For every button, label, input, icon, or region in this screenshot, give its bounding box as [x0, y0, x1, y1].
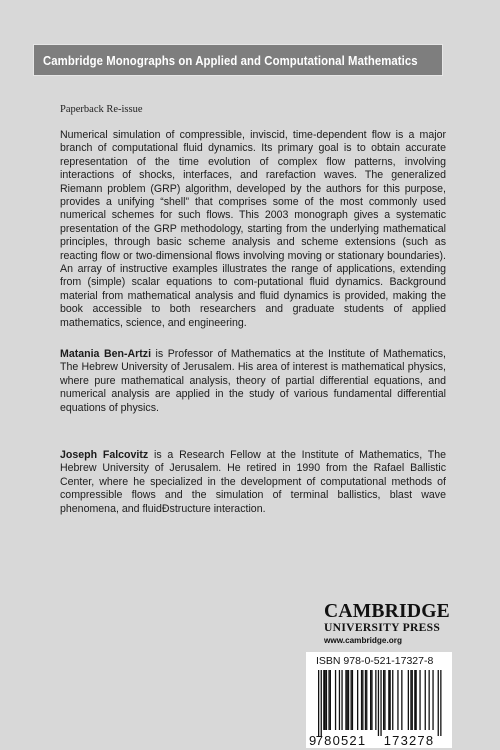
barcode-bar: [429, 670, 430, 730]
barcode-bar: [318, 670, 319, 736]
barcode-bar: [351, 670, 352, 730]
barcode-bar: [388, 670, 389, 730]
barcode-bar: [357, 670, 358, 730]
barcode-bar: [323, 670, 324, 730]
barcode-bar: [339, 670, 340, 730]
barcode-bar: [330, 670, 331, 730]
author-bio-1: [60, 348, 446, 415]
author-bio-text: is Professor of Mathematics at the Institute of Mathematics, The Hebrew University of Jerusalem. His area of interest is mathematical physics, where pure mathematical analysis, theory of partial differential equations, and numerical analysis are applied in the study of various fundamental differential equations of physics.: [60, 348, 446, 414]
barcode-bar: [401, 670, 402, 730]
publisher-logo: [324, 601, 454, 646]
barcode-bar: [325, 670, 326, 730]
isbn-label: ISBN 978-0-521-17327-8: [316, 655, 434, 667]
barcode-bar: [341, 670, 342, 730]
barcode-bar: [397, 670, 398, 730]
barcode-bar: [432, 670, 433, 730]
edition-note: Paperback Re-issue: [60, 104, 143, 115]
barcode-bar: [408, 670, 409, 730]
barcode-bar: [321, 670, 322, 736]
series-banner: [33, 44, 443, 76]
barcode-bar: [365, 670, 366, 730]
barcode-bar: [370, 670, 371, 730]
barcode-bar: [362, 670, 363, 730]
barcode-bar: [335, 670, 336, 730]
publisher-name: CAMBRIDGE: [324, 600, 450, 622]
barcode-bar: [414, 670, 415, 730]
barcode-bar: [328, 670, 329, 730]
barcode-bar: [384, 670, 385, 730]
publisher-website: www.cambridge.org: [324, 636, 402, 645]
barcode-bar: [419, 670, 420, 730]
author-bio-2: [60, 449, 446, 516]
barcode-bars: [318, 670, 442, 736]
book-description: Numerical simulation of compressible, inviscid, time-dependent flow is a major branch of computational fluid dynamics. Its primary goal is to obtain accurate representation of the time evolution of complex flow patterns, involving interactions of shocks, interfaces, and rarefaction waves. The generalized Riemann problem (GRP) algorithm, developed by the authors for this purpose, provides a unifying “shell” that comprises some of the most commonly used numerical schemes for such flows. This 2003 monograph gives a systematic presentation of the GRP methodology, starting from the underlying mathematical principles, through basic scheme analysis and scheme extensions (such as reacting flow or two-dimensional flows involving moving or stationary boundaries). An array of instructive examples illustrates the range of applications, extending from (simple) scalar equations to com-putational fluid dynamics. Background material from mathematical analysis and fluid dynamics is provided, making the book accessible to both researchers and graduate students of applied mathematics, science, and engineering.: [60, 129, 446, 329]
barcode-box: [306, 652, 452, 748]
barcode-bar: [361, 670, 362, 730]
barcode-bar: [392, 670, 393, 730]
barcode-bar: [410, 670, 411, 730]
barcode-bar: [425, 670, 426, 730]
publisher-press: UNIVERSITY PRESS: [324, 621, 441, 634]
barcode-bar: [383, 670, 384, 730]
barcode-bar: [347, 670, 348, 730]
barcode-right-digits: 173278: [383, 733, 435, 748]
barcode-bar: [375, 670, 376, 730]
barcode: [306, 652, 452, 748]
barcode-bar: [412, 670, 413, 730]
series-title: Cambridge Monographs on Applied and Computational Mathematics: [43, 52, 418, 68]
barcode-bar: [380, 670, 381, 736]
barcode-bar: [390, 670, 391, 730]
barcode-bar: [345, 670, 346, 730]
author-name: Joseph Falcovitz: [60, 449, 149, 461]
author-bio-text: is a Research Fellow at the Institute of Mathematics, The Hebrew University of Jerusalem. He retired in 1990 from the Rafael Ballistic Center, where he specialized in the development of computational methods of compressible flows and the simulation of terminal ballistics, blast wave phenomena, and fluidĐstructure interaction.: [60, 449, 446, 515]
barcode-bar: [352, 670, 353, 730]
barcode-bar: [378, 670, 379, 736]
barcode-bar: [438, 670, 439, 736]
barcode-bar: [326, 670, 327, 730]
barcode-lead-digit: 9: [309, 733, 317, 748]
barcode-bar: [366, 670, 367, 730]
author-name: Matania Ben-Artzi: [60, 348, 152, 360]
barcode-bar: [416, 670, 417, 730]
barcode-bar: [371, 670, 372, 730]
barcode-bar: [348, 670, 349, 730]
barcode-bar: [440, 670, 441, 736]
barcode-left-digits: 780521: [315, 733, 367, 748]
